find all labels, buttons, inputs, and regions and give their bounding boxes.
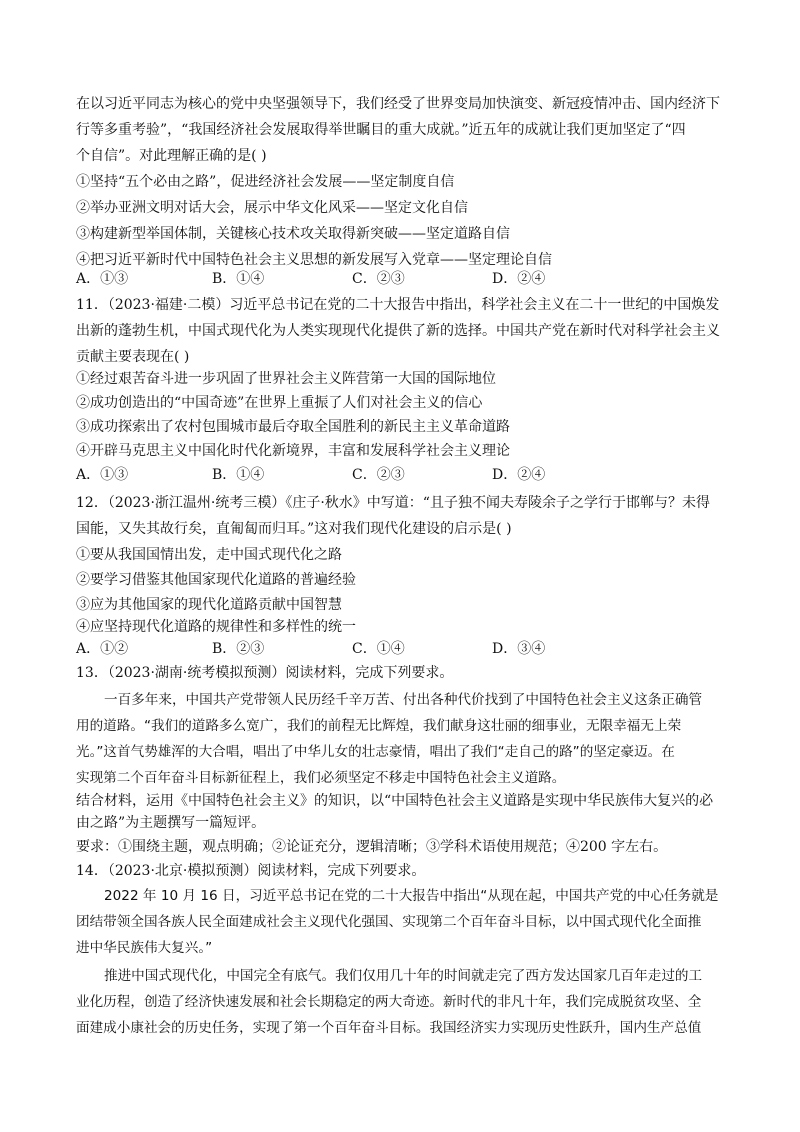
q14-material-line-4: 推进中国式现代化，中国完全有底气。我们仅用几十年的时间就走完了西方发达国家几百年走过的工 [104,968,703,984]
q13-requirements: 要求：①围绕主题，观点明确；②论证充分，逻辑清晰；③学科术语使用规范；④200 字左右。 [76,839,668,855]
q13-task-line-1: 结合材料，运用《中国特色社会主义》的知识，以“中国特色社会主义道路是实现中华民族伟大复兴的必 [76,793,714,809]
q12-stem-line-1: 12．（2023·浙江温州·统考三模）《庄子·秋水》中写道：“且子独不闻夫寿陵余子之学行于邯郸与？未得 [76,495,710,511]
q10-option-d: D．②④ [492,271,546,287]
q10-stem-line-3: 个自信”。对此理解正确的是( ) [76,148,267,164]
q12-option-b: B．②③ [212,641,265,657]
q11-item-1: ①经过艰苦奋斗进一步巩固了世界社会主义阵营第一大国的国际地位 [76,371,496,387]
q12-option-c: C．①④ [352,641,405,657]
q11-option-c: C．②③ [352,467,405,483]
q12-item-3: ③应为其他国家的现代化道路贡献中国智慧 [76,597,342,613]
q12-option-d: D．③④ [492,641,546,657]
q11-item-3: ③成功探索出了农村包围城市最后夺取全国胜利的新民主主义革命道路 [76,419,510,435]
q10-item-1: ①坚持“五个必由之路”，促进经济社会发展——坚定制度自信 [76,174,455,190]
q10-option-c: C．②③ [352,271,405,287]
q11-option-a: A．①③ [76,467,129,483]
q14-material-line-3: 进中华民族伟大复兴。” [76,940,213,956]
q14-title: 14．（2023·北京·模拟预测）阅读材料，完成下列要求。 [76,863,426,879]
q11-stem-line-1: 11．（2023·福建·二模）习近平总书记在党的二十大报告中指出，科学社会主义在二十一世纪的中国焕发 [76,297,720,313]
q13-material-line-3: 光。”这首气势雄浑的大合唱，唱出了中华儿女的壮志豪情，唱出了我们“走自己的路”的坚定豪迈。在 [76,744,675,760]
q14-material-line-2: 团结带领全国各族人民全面建成社会主义现代化强国、实现第二个百年奋斗目标，以中国式现代化全面推 [76,914,702,930]
q11-stem-line-3: 贡献主要表现在( ) [76,349,190,365]
q10-stem-line-1: 在以习近平同志为核心的党中央坚强领导下，我们经受了世界变局加快演变、新冠疫情冲击、国内经济下 [76,96,720,112]
q10-item-2: ②举办亚洲文明对话大会，展示中华文化风采——坚定文化自信 [76,200,468,216]
q13-material-line-2: 用的道路。“我们的道路多么宽广，我们的前程无比辉煌，我们献身这壮丽的细事业，无限幸福无上荣 [76,718,682,734]
q11-stem-line-2: 出新的蓬勃生机，中国式现代化为人类实现现代化提供了新的选择。中国共产党在新时代对科学社会主义 [76,323,720,339]
q12-stem-line-2: 国能，又失其故行矣，直匍匐而归耳。”这对我们现代化建设的启示是( ) [76,521,512,537]
q10-option-a: A．①③ [76,271,129,287]
q10-item-3: ③构建新型举国体制，关键核心技术攻关取得新突破——坚定道路自信 [76,226,510,242]
q13-title: 13．（2023·湖南·统考模拟预测）阅读材料，完成下列要求。 [76,665,454,681]
q13-material-line-4: 实现第二个百年奋斗目标新征程上，我们必须坚定不移走中国特色社会主义道路。 [76,770,566,786]
q11-option-b: B．①④ [212,467,265,483]
q12-item-2: ②要学习借鉴其他国家现代化道路的普遍经验 [76,572,356,588]
q12-item-4: ④应坚持现代化道路的规律性和多样性的统一 [76,619,356,635]
q12-item-1: ①要从我国国情出发，走中国式现代化之路 [76,547,342,563]
q11-item-4: ④开辟马克思主义中国化时代化新境界，丰富和发展科学社会主义理论 [76,443,510,459]
q11-option-d: D．②④ [492,467,546,483]
q14-material-line-1: 2022 年 10 月 16 日，习近平总书记在党的二十大报告中指出“从现在起，中国共产党的中心任务就是 [104,888,719,904]
q10-stem-line-2: 行等多重考验”，“我国经济社会发展取得举世瞩目的重大成就。”近五年的成就让我们更加坚定了“四 [76,122,686,138]
q14-material-line-6: 面建成小康社会的历史任务，实现了第一个百年奋斗目标。我国经济实力实现历史性跃升，国内生产总值 [76,1020,702,1036]
q11-item-2: ②成功创造出的“中国奇迹”在世界上重振了人们对社会主义的信心 [76,395,483,411]
q10-item-4: ④把习近平新时代中国特色社会主义思想的新发展写入党章——坚定理论自信 [76,252,552,268]
q10-option-b: B．①④ [212,271,265,287]
q13-material-line-1: 一百多年来，中国共产党带领人民历经千辛万苦、付出各种代价找到了中国特色社会主义这条正确管 [104,692,703,708]
q12-option-a: A．①② [76,641,129,657]
q13-task-line-2: 由之路”为主题撰写一篇短评。 [76,815,266,831]
q14-material-line-5: 业化历程，创造了经济快速发展和社会长期稳定的两大奇迹。新时代的非凡十年，我们完成脱贫攻坚、全 [76,994,702,1010]
